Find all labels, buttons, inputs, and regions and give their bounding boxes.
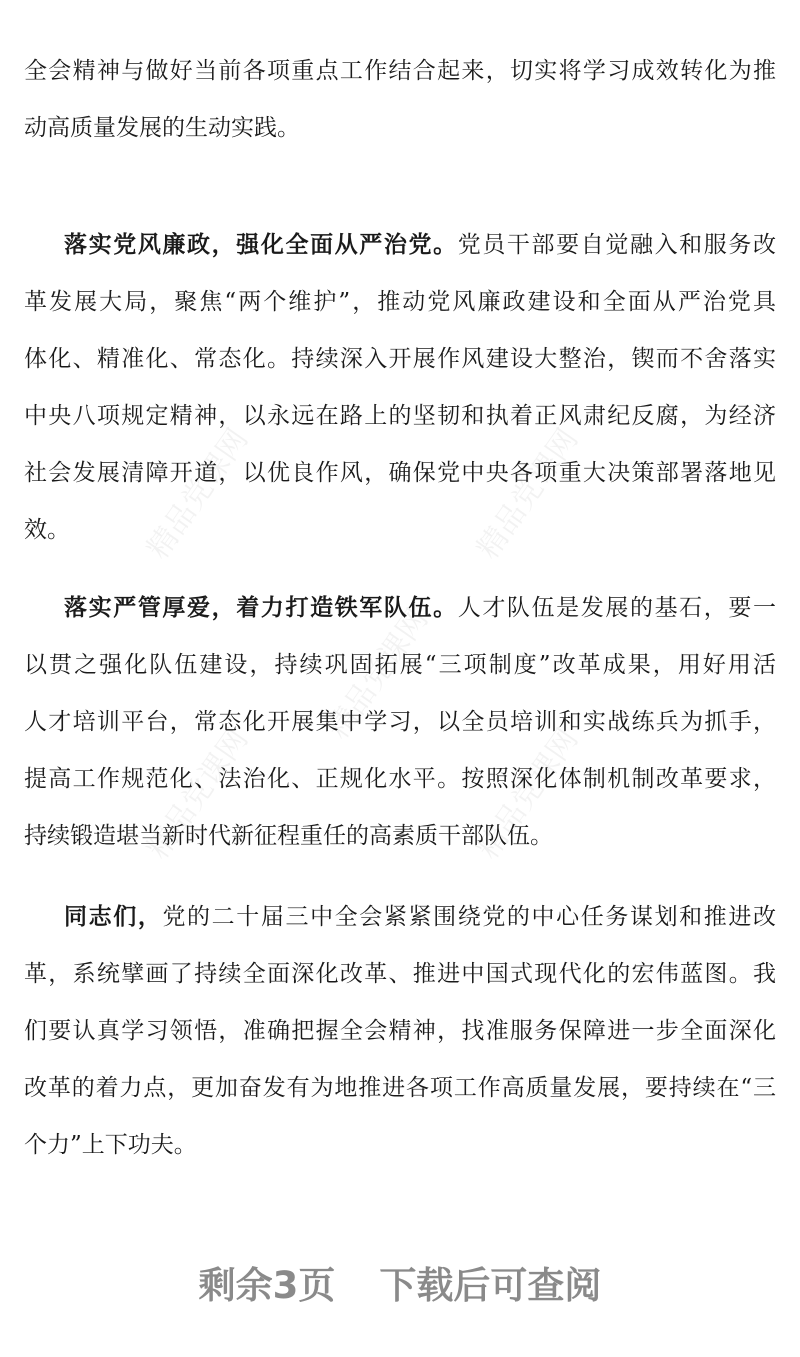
download-to-view-label[interactable]: 下载后可查阅 <box>379 1264 602 1307</box>
text-line: 动高质量发展的生动实践。 <box>24 115 300 141</box>
text-line: 人才培训平台，常态化开展集中学习，以全员培训和实战练兵为抓手， <box>24 709 776 735</box>
text-line: 中央八项规定精神，以永远在路上的坚韧和执着正风肃纪反腐，为经济 <box>24 403 776 429</box>
text-span: 党员干部要自觉融入和服务改 <box>457 232 777 258</box>
text-line: 改革的着力点，更加奋发有为地推进各项工作高质量发展，要持续在“三 <box>24 1075 776 1101</box>
paragraph-intro <box>24 43 776 157</box>
paragraph-lead: 同志们， <box>64 904 163 930</box>
watermark: 精品党课网 <box>470 422 586 566</box>
text-span: 人才队伍是发展的基石，要一 <box>457 595 777 621</box>
paragraph-lead: 落实严管厚爱，着力打造铁军队伍。 <box>64 595 458 621</box>
watermark: 精品党课网 <box>470 722 586 866</box>
text-line: 们要认真学习领悟，准确把握全会精神，找准服务保障进一步全面深化 <box>24 1018 776 1044</box>
text-line: 个力”上下功夫。 <box>24 1132 197 1158</box>
text-line <box>24 217 776 274</box>
text-line: 革，系统擘画了持续全面深化改革、推进中国式现代化的宏伟蓝图。我 <box>24 961 776 987</box>
text-line <box>24 889 776 946</box>
text-line: 效。 <box>24 517 70 543</box>
paragraph-party-conduct <box>24 217 776 559</box>
remaining-pages-label: 剩余3页 <box>198 1264 336 1307</box>
text-line: 社会发展清障开道，以优良作风，确保党中央各项重大决策部署落地见 <box>24 460 776 486</box>
text-line <box>24 580 776 637</box>
watermark: 精品党课网 <box>140 422 256 566</box>
text-line: 以贯之强化队伍建设，持续巩固拓展“三项制度”改革成果，用好用活 <box>24 652 776 678</box>
watermark: 精品党课网 <box>140 722 256 866</box>
text-line: 提高工作规范化、法治化、正规化水平。按照深化体制机制改革要求， <box>24 766 776 792</box>
text-line: 全会精神与做好当前各项重点工作结合起来，切实将学习成效转化为推 <box>24 58 776 84</box>
text-line: 体化、精准化、常态化。持续深入开展作风建设大整治，锲而不舍落实 <box>24 346 776 372</box>
text-line: 革发展大局，聚焦“两个维护”，推动党风廉政建设和全面从严治党具 <box>24 289 776 315</box>
paragraph-team-building <box>24 580 776 865</box>
text-line: 持续锻造堪当新时代新征程重任的高素质干部队伍。 <box>24 823 553 849</box>
text-span: 党的二十届三中全会紧紧围绕党的中心任务谋划和推进改 <box>162 904 777 930</box>
paragraph-lead: 落实党风廉政，强化全面从严治党。 <box>64 232 458 258</box>
download-prompt[interactable] <box>0 1255 800 1309</box>
paragraph-closing <box>24 889 776 1174</box>
watermark: 精品党课网 <box>320 602 436 746</box>
